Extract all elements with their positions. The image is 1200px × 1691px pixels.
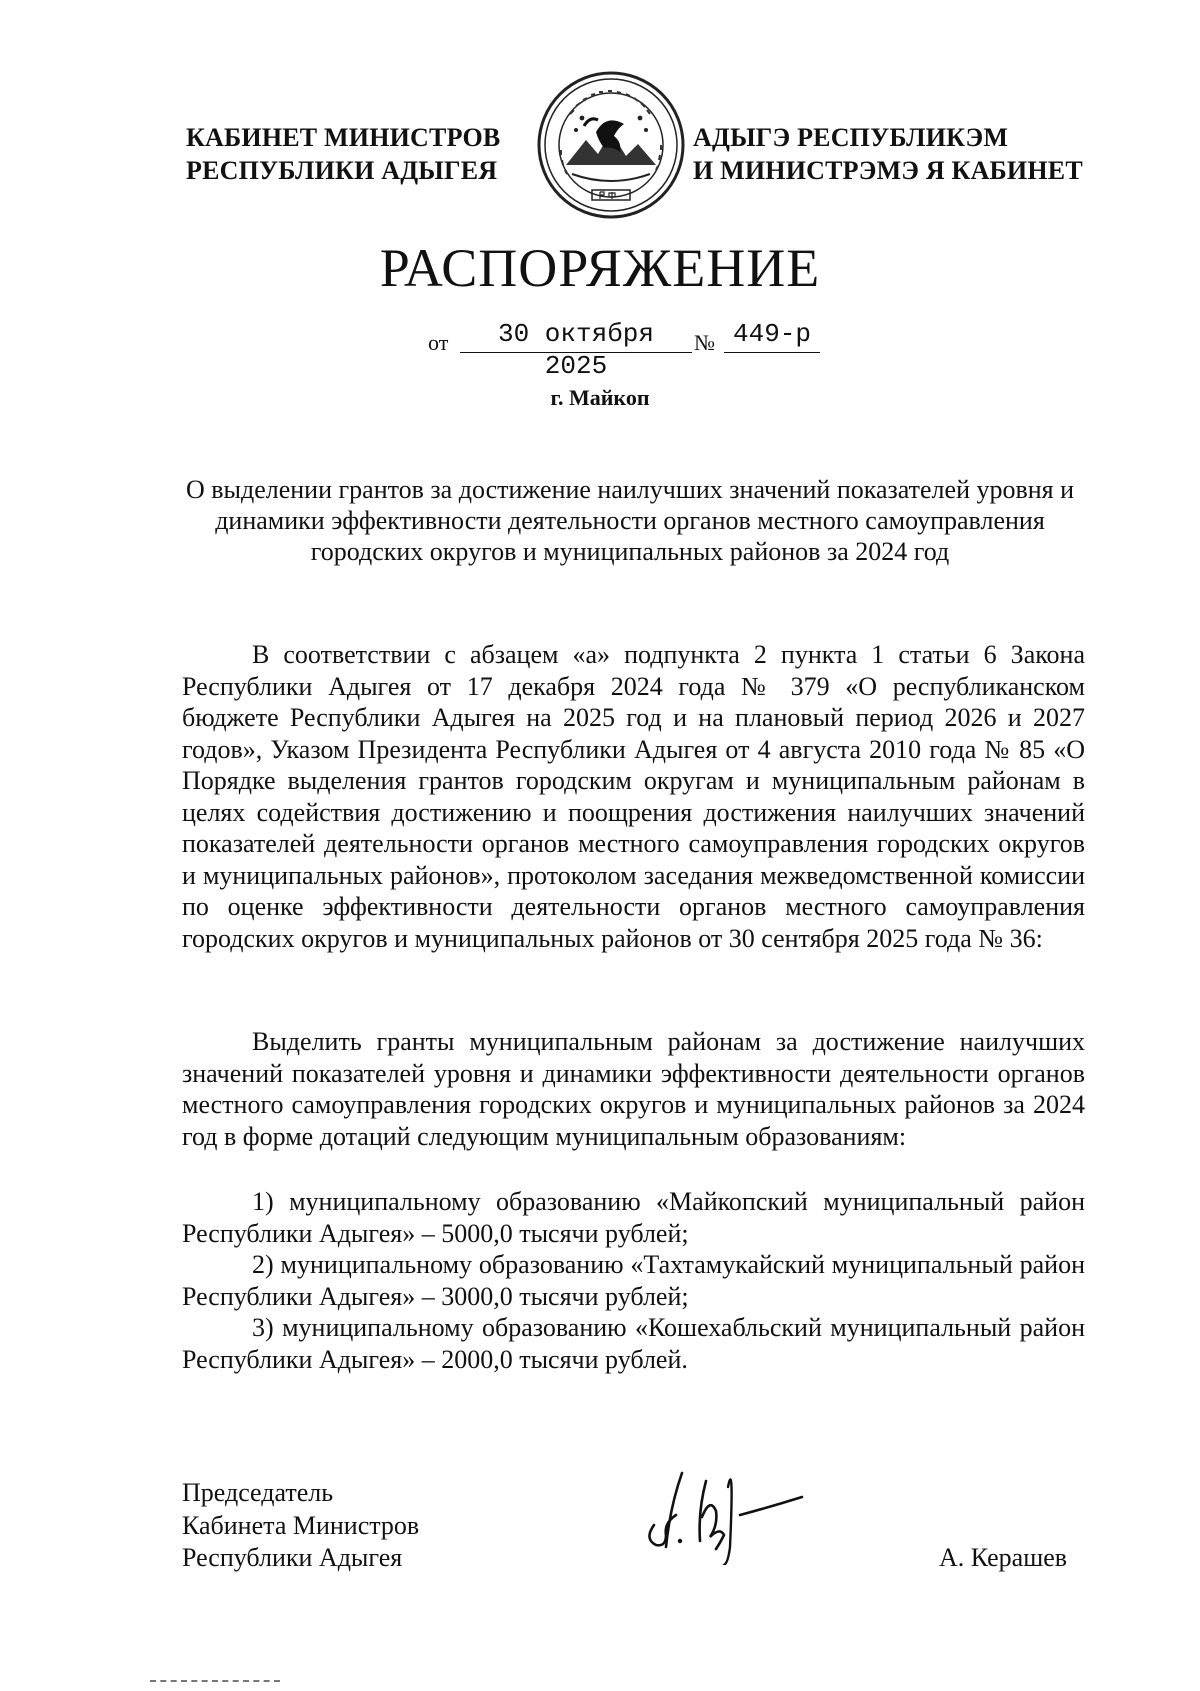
- issuer-line-2: РЕСПУБЛИКИ АДЫГЕЯ: [186, 156, 498, 185]
- document-date: 30 октября 2025: [460, 318, 692, 353]
- legal-basis-paragraph: В соответствии с абзацем «а» подпункта 2 пункта 1 статьи 6 Закона Республики Адыгея от 17 декабря 2024 года № 379 «О республиканском бюджете Республики Адыгея на 2025 год и на плановый период 2026 и 2027 годов», Указом Президента Республики Адыгея от 4 августа 2010 года № 85 «О Порядке выделения грантов городским округам и муниципальным районам в целях содействия достижению и поощрения достижения наилучших значений показателей деятельности органов местного самоуправления городских округов и муниципальных районов», протоколом заседания межведомственной комиссии по оценке эффективности деятельности органов местного самоуправления городских округов и муниципальных районов от 30 сентября 2025 года № 36:: [182, 640, 1085, 953]
- republic-emblem-icon: [536, 70, 686, 220]
- issuer-line-1-adyghe: АДЫГЭ РЕСПУБЛИКЭМ: [693, 123, 1009, 152]
- issuer-line-2-adyghe: И МИНИСТРЭМЭ Я КАБИНЕТ: [693, 156, 1083, 185]
- list-item: 3) муниципальному образованию «Кошехабльский муниципальный район Республики Адыгея» – 2000,0 тысячи рублей.: [182, 1313, 1085, 1374]
- signatory-title-line-1: Председатель: [182, 1478, 334, 1507]
- decision-paragraph: Выделить гранты муниципальным районам за достижение наилучших значений показателей уровня и динамики эффективности деятельности органов местного самоуправления городских округов и муниципальных районов за 2024 год в форме дотаций следующим муниципальным образованиям:: [182, 1027, 1085, 1151]
- handwritten-signature-icon: [636, 1455, 836, 1565]
- document-subject: О выделении грантов за достижение наилучших значений показателей уровня и динамики эффективности деятельности органов местного самоуправления городских округов и муниципальных районов за 2024 год: [185, 475, 1075, 566]
- grant-list: [182, 1186, 1085, 1375]
- number-prefix: №: [694, 330, 715, 355]
- issuer-line-1: КАБИНЕТ МИНИСТРОВ: [186, 123, 501, 152]
- date-prefix: от: [428, 330, 449, 355]
- document-type-title: РАСПОРЯЖЕНИЕ: [379, 238, 821, 298]
- signatory-title-line-3: Республики Адыгея: [182, 1543, 403, 1572]
- scan-artifact-divider: [150, 1680, 280, 1685]
- issue-city: г. Майкоп: [550, 385, 650, 410]
- list-item: 1) муниципальному образованию «Майкопский муниципальный район Республики Адыгея» – 5000,0 тысячи рублей;: [182, 1187, 1085, 1248]
- issuer-name-russian: [186, 121, 516, 187]
- signatory-title-line-2: Кабинета Министров: [182, 1510, 420, 1540]
- document-number: 449-р: [724, 318, 820, 353]
- list-item: 2) муниципальному образованию «Тахтамукайский муниципальный район Республики Адыгея» – 3000,0 тысячи рублей;: [182, 1250, 1085, 1311]
- issuer-name-adyghe: [693, 121, 1123, 187]
- signatory-name: А. Керашев: [939, 1543, 1068, 1572]
- signatory-title: [182, 1477, 419, 1575]
